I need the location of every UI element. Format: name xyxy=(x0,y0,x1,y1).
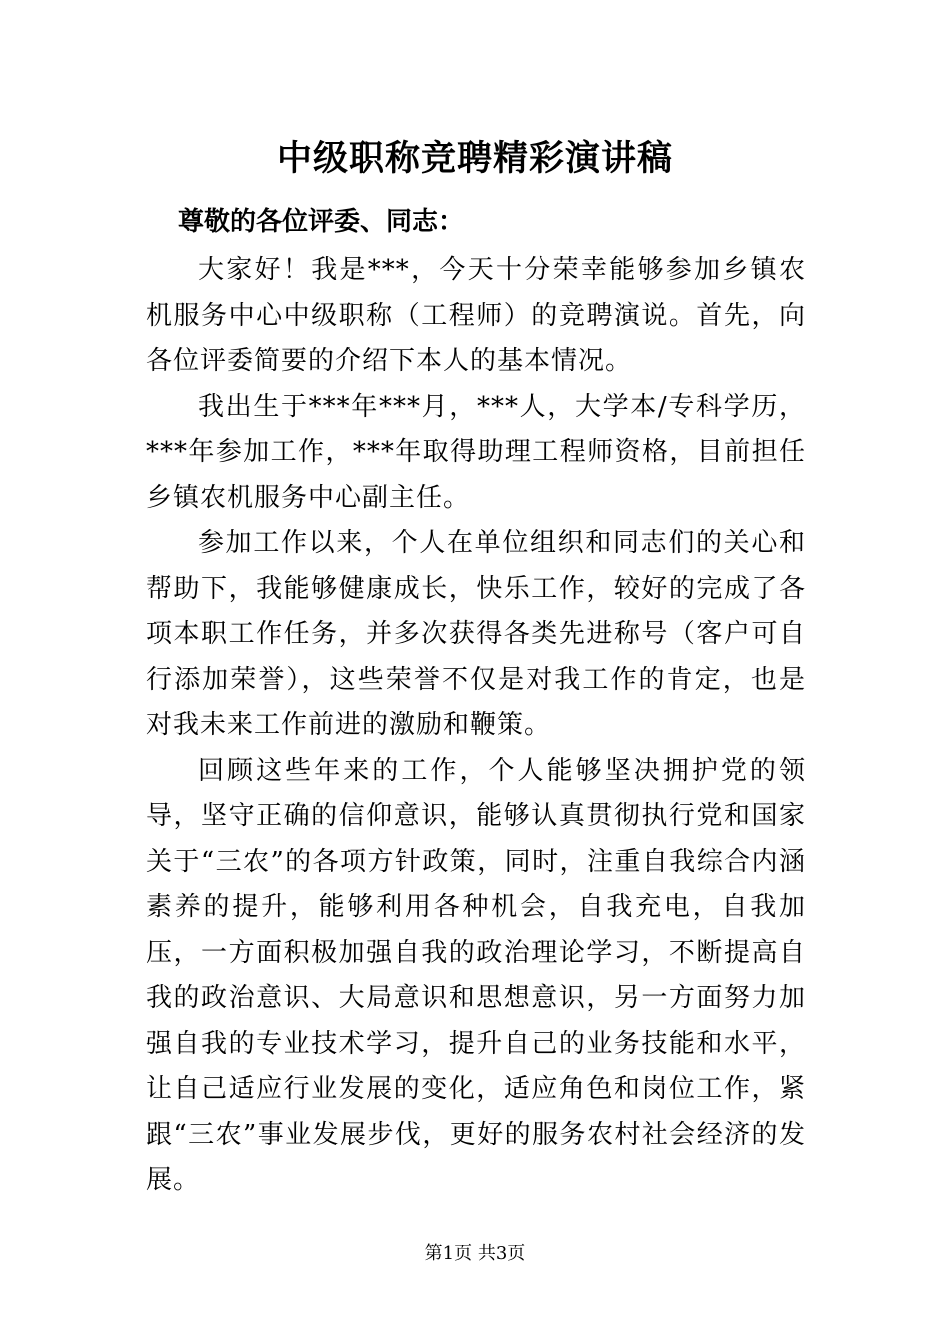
document-title: 中级职称竞聘精彩演讲稿 xyxy=(276,138,673,179)
document-body xyxy=(146,248,806,1204)
page-number-footer: 第1页 共3页 xyxy=(424,1243,526,1264)
paragraph-1: 大家好！我是***，今天十分荣幸能够参加乡镇农机服务中心中级职称（工程师）的竞聘演说。首先，向各位评委简要的介绍下本人的基本情况。 xyxy=(146,255,806,376)
paragraph-3: 参加工作以来，个人在单位组织和同志们的关心和帮助下，我能够健康成长，快乐工作，较好的完成了各项本职工作任务，并多次获得各类先进称号（客户可自行添加荣誉），这些荣誉不仅是对我工作的肯定，也是对我未来工作前进的激励和鞭策。 xyxy=(146,528,806,740)
paragraph-4: 回顾这些年来的工作，个人能够坚决拥护党的领导，坚守正确的信仰意识，能够认真贯彻执行党和国家关于“三农”的各项方针政策，同时，注重自我综合内涵素养的提升，能够利用各种机会，自我充电，自我加压，一方面积极加强自我的政治理论学习，不断提高自我的政治意识、大局意识和思想意识，另一方面努力加强自我的专业技术学习，提升自己的业务技能和水平，让自己适应行业发展的变化，适应角色和岗位工作，紧跟“三农”事业发展步伐，更好的服务农村社会经济的发展。 xyxy=(146,755,806,1195)
salutation: 尊敬的各位评委、同志： xyxy=(178,207,465,237)
paragraph-2: 我出生于***年***月，***人，大学本/专科学历，***年参加工作，***年取得助理工程师资格，目前担任乡镇农机服务中心副主任。 xyxy=(146,391,806,513)
